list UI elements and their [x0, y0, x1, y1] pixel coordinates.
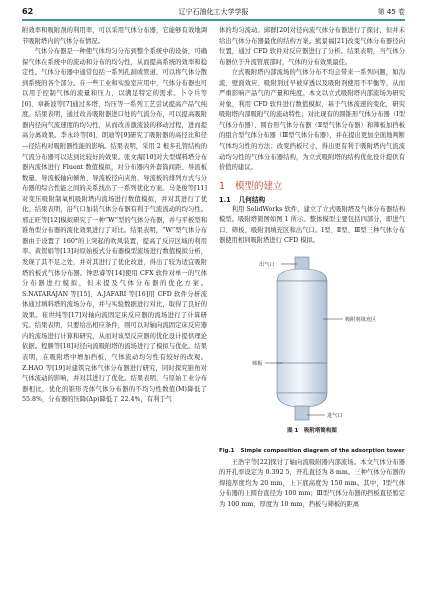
right-column — [219, 26, 405, 511]
tank-body — [277, 281, 327, 393]
figure-1 — [219, 251, 405, 447]
figure-caption-zh: 图 1 吸附塔简构图 — [287, 427, 337, 434]
adsorbent-zone-label: 吸附剂填充区 — [345, 316, 377, 323]
tank-top-dome — [277, 269, 327, 281]
left-column — [22, 26, 207, 406]
body-paragraph: 利用 SolidWorks 软件，建立了立式吸附塔及气体分布器结构模型。吸附塔简图如图 1 所示。整体模型主要包括四部分，即进气口、筛板、吸附剂填充区和出气口。Ⅰ型、Ⅱ型、Ⅲ型三种气体分布器使用相同吸附塔进行 CFD 模拟。 — [219, 205, 405, 245]
sieve-plate-label: 筛板 — [252, 360, 263, 367]
figure-caption-en-text: Simple composition diagram of the adsorption tower — [240, 447, 405, 454]
body-paragraph: 气体分布器是一种使气体均匀分布到整个系统中的设备，可确保气体在系统中的流动和分布的均匀性，从而提高系统的效率和稳定性。气体分布器中通常包括一系列孔洞或管道，可以将气体分散到系统的各个部分。在一些工业和实验室应用中，气体分布器也可以用于控制气体的流量和压力，以满足特定的需求。卜令兵等[6]、章新波等[7]通过多塔、均压等一系列工艺尝试提高产品气纯度。结果表明，通过改善吸附器进口处的气流分布，可以提高吸附器内径向气流速度的均匀性，从而改善激流波的移动过程，进而提高分离效果。李永玲等[8]、朗迪等[9]研究了吸附器的高径比和径—径结构对吸附器性能的影响。结果表明，采用 2 根多孔管结构的气流分布器可以达到比较好的效果。张文海[10]对大型煤料塔分布器内流体进行 Fluent 数值模拟，对分布器内外套筒间距、导流板数量、导流板轴向倾角、导流板径向夹角、导流板的排列方式与分布器的综合性能之间的关系找出了一系列优化方案。马尧俊等[11]对变压吸附制氧机吸附塔内流场进行数值模拟，并对其进行了优化。结果表明，沿气口加装气体分布器有利于气流流动的均匀性。邢正旺等[12]模拟研究了一种“W”型的气体分布器，并与平板型和锥角型分布器的流化效果进行了对比。结果表明，“W”型气体分布器由于设置了 160°的上突起的吹风装置，提高了反应区域的利用率。黄贺娟等[13]对原始板式分布器模型流场进行数值模拟分析，发现了其不足之处，并对其进行了优化改进，得出了较为适宜吸附塔的板式气体分布器。钟思睿等[14]使用 CFX 软件对单一的气体分布器进行模拟，但未提及气体分布器的优化方案。S.NATARAJAN 等[15]、A.JAFARI 等[16]用 CFD 软件分析流体通过填料塔的流场分布，并与实验数据进行对比，取得了良好的效果。崔世纯等[17]对轴向流固定床反应器的流场进行了计算研究。结果表明，只要给出相应条件，则可以对轴向流固定床反应器内的流场进行计算和研究，从而对该型反应器的优化设计提供理论依据。程勝等[18]对径向流吸附塔的流场进行了模拟与优化。结果表明，在吸附塔中增加挡板，气体流动均匀性有较好的改观。Z.HAO 等[19]对建筑完体气体分布器进行研究，同时探究锥角对气体流动的影响，并对其进行了优化。结果表明，与原始工业分布器相比，优化的锥形壳体气体分布器的不均匀性数值(M)降低了 55.8%，分布器的压降(Δp)降低了 22.4%，有利于气 — [22, 48, 207, 404]
subsection-number: 1.1 — [219, 195, 231, 204]
adsorption-tower-diagram — [219, 251, 405, 427]
subsection-heading — [219, 195, 405, 205]
section-title-text: 模型的建立 — [235, 180, 283, 192]
body-paragraph: 附效率和吸附剂的利用率，可以采用气体分布器，它能够有效地调节吸附塔内的气体分布情况。 — [22, 27, 207, 45]
body-paragraph: 王浩宇等[22]探讨了轴向流吸附器内部流场。本文气体分布器的开孔率设定为 0.392 5，开孔直径为 8 mm。三种气体分布器的焊接厚度均为 20 mm，上下底高度为 150 mm。其中，Ⅰ型气体分布器的上圆台直径为 100 mm；Ⅲ型气体分布器的挡板直径暂定为 100 mm，厚度为 10 mm，挡板与筛板的距离 — [219, 458, 405, 509]
outlet-label: 出气口 — [259, 261, 275, 268]
page-header — [22, 6, 405, 20]
inlet-pipe — [295, 406, 309, 420]
inlet-label: 进气口 — [327, 412, 343, 419]
journal-name: 辽宁石油化工大学学报 — [178, 8, 249, 16]
body-paragraph: 体的均匀流动。邱群[20]对径向流气体分布器进行了探讨，但并未给出气体分布器最优的结构方案。熊景福[21]改变气体分布器径向位置，通过 CFD 软件对反应器进行了分析。结果表明，当气体分布器位于升流管底部时，气体的分布效果最佳。 — [219, 27, 405, 66]
volume-label: 第 45 卷 — [377, 8, 405, 16]
figure-caption-en-label: Fig.1 — [219, 447, 235, 454]
figure-caption-en — [219, 447, 405, 456]
header-rule — [22, 19, 405, 21]
subsection-title-text: 几何结构 — [238, 195, 266, 204]
tank-bottom-dome — [277, 393, 327, 407]
body-paragraph: 立式吸附塔内部流场的气体分布不均会带来一系列问题，如沟流、壁面效应、吸附剂过早被穿透以及吸附剂使用不平衡等，从而严重影响产品气的产量和纯度。本文以立式吸附塔内部流场为研究对象，利用 CFD 软件进行数值模拟，基于气体流速的变化，研究吸附塔内部吸附气的流动特性；对比现有的圆锥形气体分布器（Ⅰ型气体分布器）、圆台形气体分布器（Ⅱ型气体分布器）和筛板加挡板的组合型气体分布器（Ⅲ型气体分布器），并在提出更加全面地判断气体均匀性的方法；改变挡板尺寸，得出更有利于吸附塔内气流流动均匀性的气体分布器结构，为立式吸附塔的结构优化设计提供有价值的建议。 — [219, 69, 405, 172]
section-heading — [219, 180, 405, 193]
page-number: 62 — [22, 7, 34, 16]
section-number: 1 — [219, 180, 226, 192]
